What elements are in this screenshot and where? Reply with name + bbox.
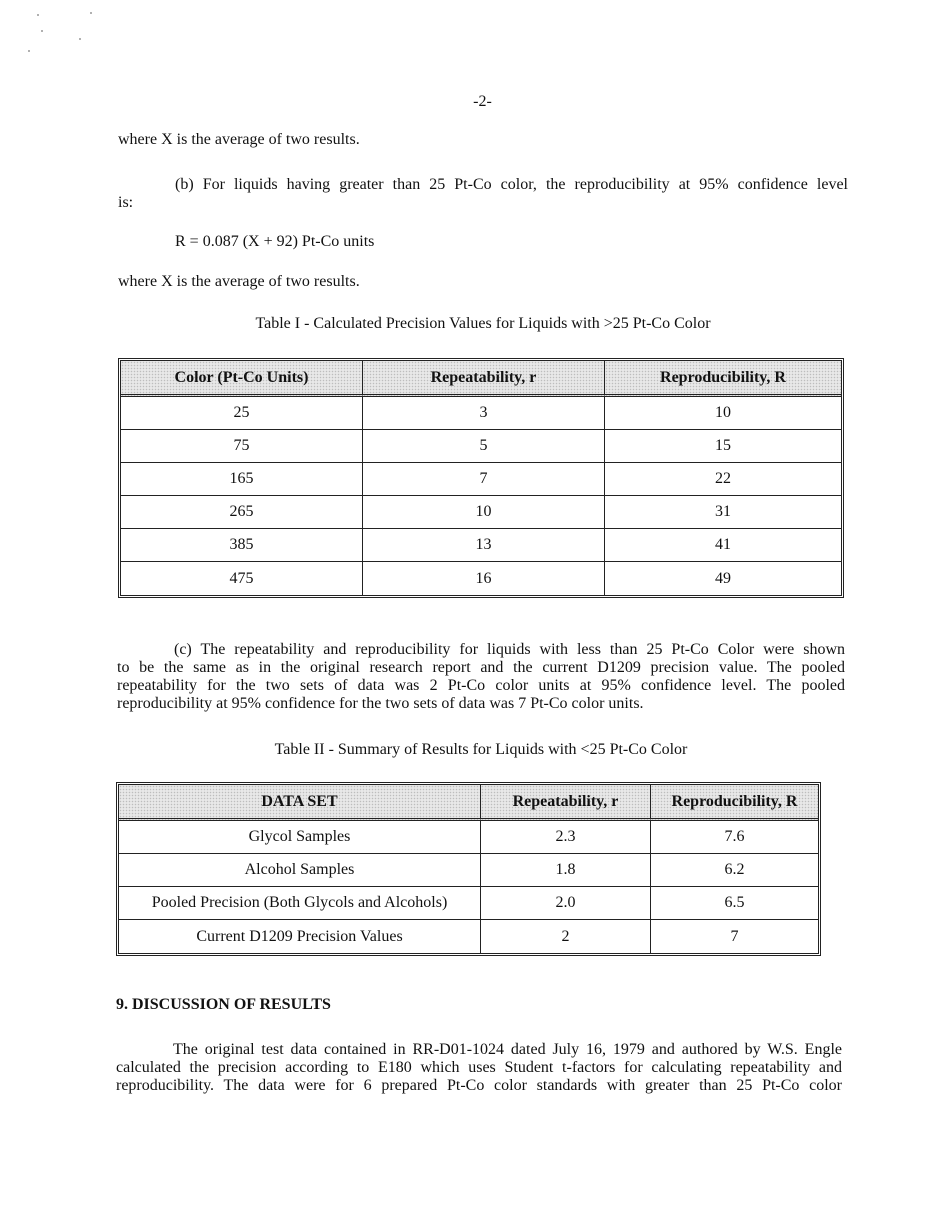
paragraph-discussion-line: reproducibility. The data were for 6 prepared Pt-Co color standards with greater than 25 Pt-Co color [116, 1077, 842, 1094]
table-cell: 6.2 [651, 854, 818, 887]
table-row [121, 529, 841, 562]
table-2-header: Reproducibility, R [651, 785, 818, 821]
page-number: -2- [473, 93, 492, 110]
table-1-header: Color (Pt-Co Units) [121, 361, 363, 397]
table-cell: 41 [605, 529, 841, 562]
table-cell: Current D1209 Precision Values [119, 920, 481, 953]
table-2 [116, 782, 821, 956]
table-row [119, 920, 818, 953]
table-cell: 1.8 [481, 854, 651, 887]
paragraph-x-average: where X is the average of two results. [118, 131, 360, 148]
table-1-header: Repeatability, r [363, 361, 605, 397]
paragraph-x-average: where X is the average of two results. [118, 273, 360, 290]
table-cell: 2.0 [481, 887, 651, 920]
table-cell: 22 [605, 463, 841, 496]
paragraph-b-line: (b) For liquids having greater than 25 Pt-Co color, the reproducibility at 95% confidence level [175, 176, 848, 193]
scan-speck [41, 30, 43, 32]
table-row [119, 821, 818, 854]
table-cell: 13 [363, 529, 605, 562]
table-2-header: DATA SET [119, 785, 481, 821]
table-row [119, 887, 818, 920]
paragraph-discussion-line: calculated the precision according to E180 which uses Student t-factors for calculating repeatability and [116, 1059, 842, 1076]
table-cell: 385 [121, 529, 363, 562]
table-cell: 16 [363, 562, 605, 595]
paragraph-c-line: (c) The repeatability and reproducibility for liquids with less than 25 Pt-Co Color were shown [174, 641, 845, 658]
table-cell: 5 [363, 430, 605, 463]
table-cell: Glycol Samples [119, 821, 481, 854]
table-cell: 475 [121, 562, 363, 595]
table-row [121, 562, 841, 595]
table-2-caption: Table II - Summary of Results for Liquids with <25 Pt-Co Color [274, 741, 688, 758]
paragraph-c-line: reproducibility at 95% confidence for the two sets of data was 7 Pt-Co color units. [117, 695, 644, 712]
scan-speck [90, 12, 92, 14]
scan-speck [28, 50, 30, 52]
table-row [121, 463, 841, 496]
table-cell: 10 [605, 397, 841, 430]
table-cell: 165 [121, 463, 363, 496]
table-cell: 6.5 [651, 887, 818, 920]
table-cell: Pooled Precision (Both Glycols and Alcohols) [119, 887, 481, 920]
table-cell: 2.3 [481, 821, 651, 854]
paragraph-discussion [116, 1041, 842, 1095]
table-cell: 49 [715, 569, 731, 587]
table-1-header: Reproducibility, R [605, 361, 841, 397]
table-1-caption: Table I - Calculated Precision Values for Liquids with >25 Pt-Co Color [255, 315, 711, 332]
table-cell: 7 [730, 927, 739, 945]
table-cell: 25 [121, 397, 363, 430]
paragraph-discussion-line: The original test data contained in RR-D01-1024 dated July 16, 1979 and authored by W.S. Engle [173, 1041, 842, 1058]
table-cell: 10 [363, 496, 605, 529]
table-cell: 15 [605, 430, 841, 463]
paragraph-b [118, 176, 848, 212]
table-row [119, 854, 818, 887]
table-1 [118, 358, 844, 598]
table-cell: 265 [121, 496, 363, 529]
table-cell: 3 [363, 397, 605, 430]
paragraph-c [117, 641, 845, 713]
table-row [121, 397, 841, 430]
table-row [121, 430, 841, 463]
section-heading: 9. DISCUSSION OF RESULTS [116, 996, 331, 1013]
table-row [121, 496, 841, 529]
scan-speck [79, 38, 81, 40]
paragraph-b-line: is: [118, 194, 134, 211]
scan-speck [37, 14, 39, 16]
paragraph-c-line: to be the same as in the original research report and the current D1209 precision value. The pooled [117, 659, 845, 676]
table-cell: 31 [605, 496, 841, 529]
paragraph-c-line: repeatability for the two sets of data was 2 Pt-Co color units at 95% confidence level. The pooled [117, 677, 845, 694]
table-cell: 7 [363, 463, 605, 496]
table-cell: 2 [481, 920, 651, 953]
table-2-header: Repeatability, r [481, 785, 651, 821]
table-cell: Alcohol Samples [119, 854, 481, 887]
table-cell: 75 [121, 430, 363, 463]
table-cell: 7.6 [651, 821, 818, 854]
reproducibility-formula: R = 0.087 (X + 92) Pt-Co units [175, 233, 375, 250]
